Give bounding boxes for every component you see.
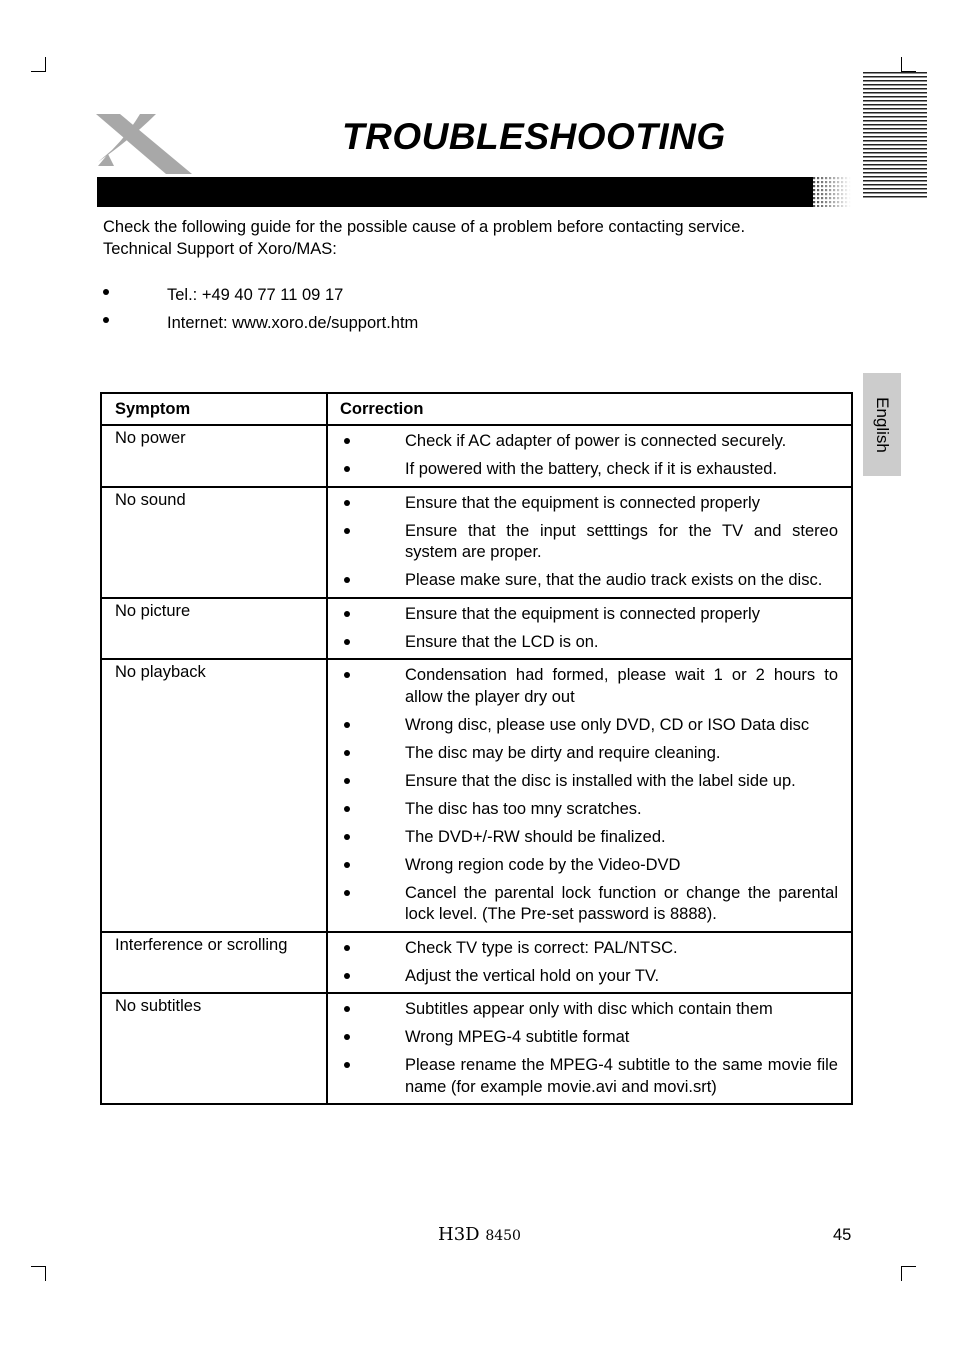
intro-line-1: Check the following guide for the possible cause of a problem before contacting service. [103,218,746,236]
language-tab-label: English [873,396,892,453]
list-item: Cancel the parental lock function or change the parental lock level. (The Pre-set password is 8888). [340,883,838,926]
list-item: If powered with the battery, check if it is exhausted. [340,459,838,481]
list-item: Ensure that the input setttings for the TV and stereo system are proper. [340,521,838,564]
list-item: The disc has too mny scratches. [340,799,838,821]
correction-cell [327,993,852,1104]
symptom-cell: No picture [101,598,327,660]
symptom-cell: No sound [101,487,327,598]
list-item: The disc may be dirty and require cleaning. [340,743,838,765]
symptom-header: Symptom [101,393,327,425]
correction-cell [327,487,852,598]
table-row [101,993,852,1104]
language-tab [863,373,901,476]
symptom-cell: Interference or scrolling [101,932,327,994]
list-item: Check TV type is correct: PAL/NTSC. [340,938,838,960]
model-name [438,1224,521,1245]
list-item: Condensation had formed, please wait 1 or 2 hours to allow the player dry out [340,665,838,708]
list-item: Please make sure, that the audio track exists on the disc. [340,570,838,592]
table-header-row [101,393,852,425]
list-item: Ensure that the LCD is on. [340,632,838,654]
correction-cell [327,932,852,994]
bullet-icon [103,289,109,295]
table-row [101,487,852,598]
intro-line-2: Technical Support of Xoro/MAS: [103,239,337,258]
table-row [101,932,852,994]
troubleshooting-table [100,392,853,1105]
table-row [101,659,852,932]
list-item: The DVD+/-RW should be finalized. [340,827,838,849]
list-item: Wrong region code by the Video-DVD [340,855,838,877]
table-row [101,598,852,660]
model-prefix: H3D [438,1224,480,1245]
correction-cell [327,659,852,932]
crop-mark-top-right [901,57,916,72]
intro-text [103,217,745,260]
symptom-cell: No playback [101,659,327,932]
xoro-logo-icon [94,106,194,178]
list-item: Wrong disc, please use only DVD, CD or ISO Data disc [340,715,838,737]
correction-cell [327,598,852,660]
list-item: Adjust the vertical hold on your TV. [340,966,838,988]
model-number: 8450 [485,1228,521,1244]
symptom-cell: No subtitles [101,993,327,1104]
crop-mark-top-left [31,57,46,72]
list-item: Ensure that the equipment is connected properly [340,493,838,515]
list-item: Check if AC adapter of power is connected securely. [340,431,838,453]
list-item: Ensure that the disc is installed with the label side up. [340,771,838,793]
decorative-stripes [863,72,927,200]
list-item: Please rename the MPEG-4 subtitle to the same movie file name (for example movie.avi and movi.srt) [340,1055,838,1098]
list-item: Wrong MPEG-4 subtitle format [340,1027,838,1049]
correction-cell [327,425,852,487]
correction-header: Correction [327,393,852,425]
page-number: 45 [833,1226,852,1244]
symptom-cell: No power [101,425,327,487]
list-item: Subtitles appear only with disc which contain them [340,999,838,1021]
title-bar [97,177,851,207]
page-title: TROUBLESHOOTING [342,116,726,157]
table-row [101,425,852,487]
crop-mark-bottom-right [901,1266,916,1281]
bullet-icon [103,317,109,323]
crop-mark-bottom-left [31,1266,46,1281]
list-item: Ensure that the equipment is connected properly [340,604,838,626]
